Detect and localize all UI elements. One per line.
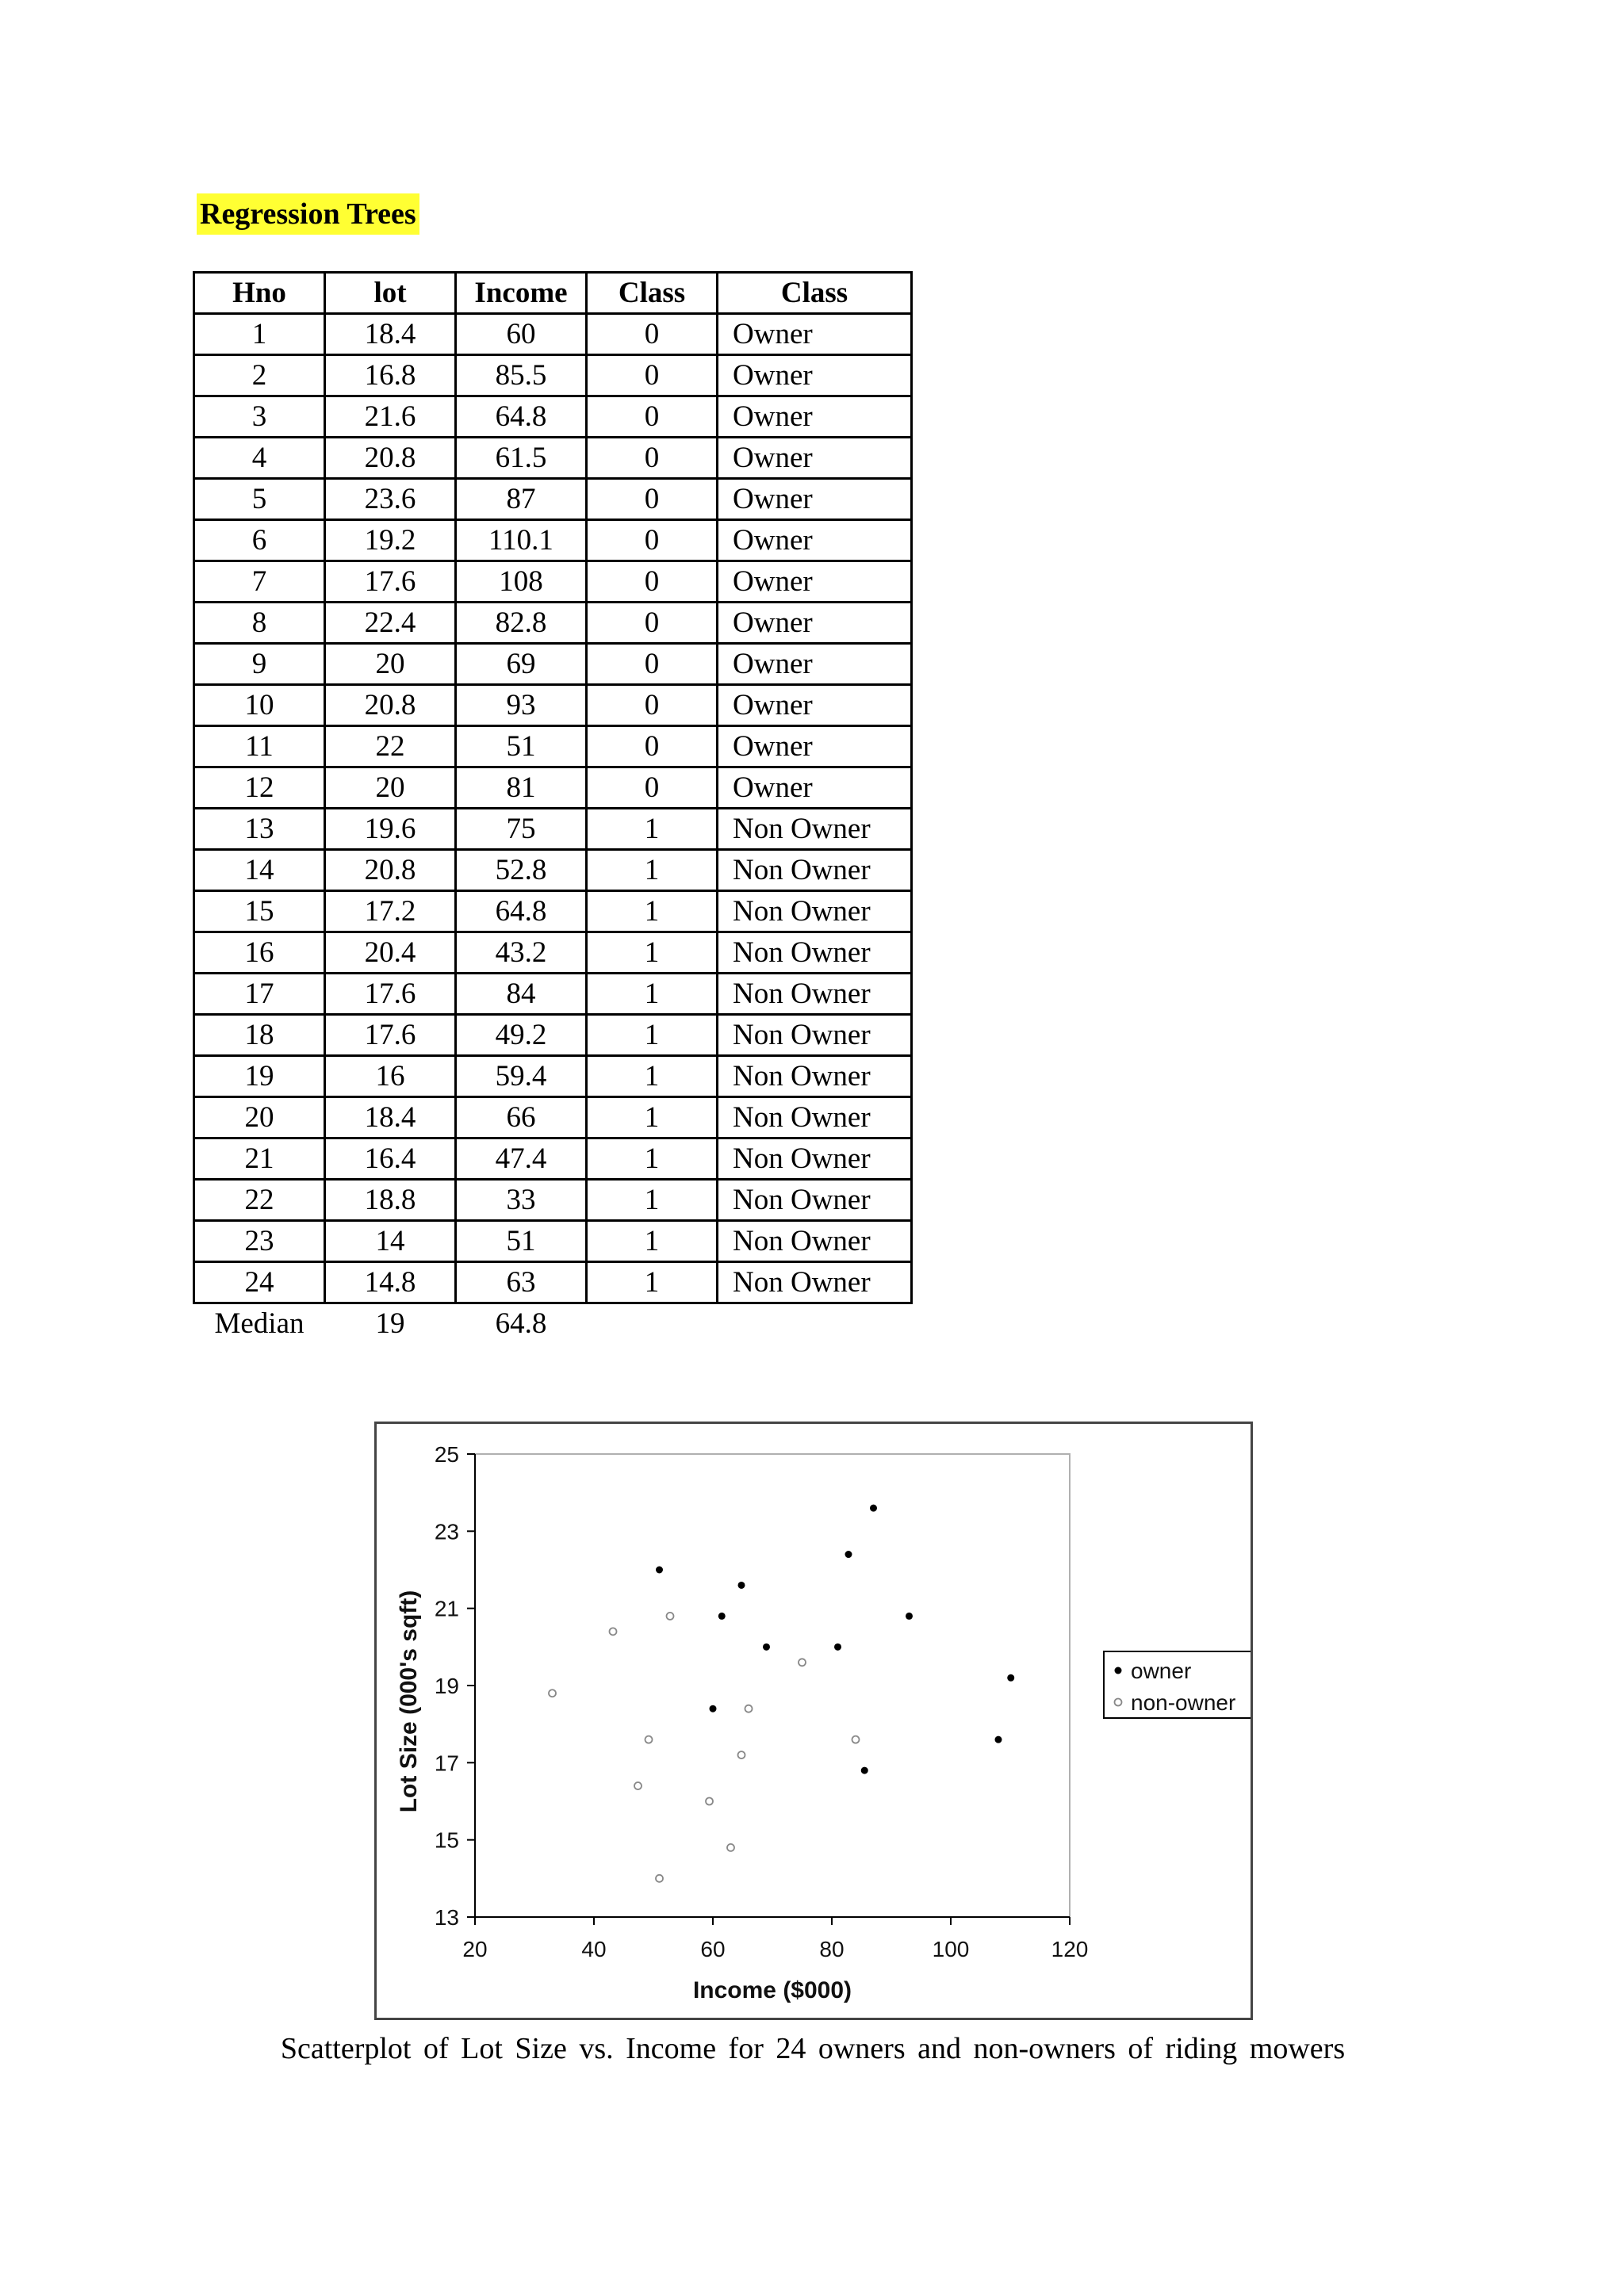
table-row	[194, 809, 912, 850]
cell-income: 85.5	[456, 355, 587, 396]
cell-lot: 17.6	[325, 974, 456, 1015]
cell-class-label: Non Owner	[718, 1138, 912, 1180]
cell-lot: 23.6	[325, 479, 456, 520]
table-row	[194, 1180, 912, 1221]
cell-income: 51	[456, 1221, 587, 1262]
legend-non-owner-marker	[1115, 1699, 1122, 1706]
owner-point	[718, 1613, 726, 1620]
cell-lot: 19.6	[325, 809, 456, 850]
data-table	[193, 271, 913, 1343]
cell-class-label: Non Owner	[718, 1262, 912, 1303]
y-tick-label: 25	[434, 1442, 459, 1467]
cell-class-label: Non Owner	[718, 1180, 912, 1221]
cell-hno: 23	[194, 1221, 325, 1262]
cell-class-label: Owner	[718, 438, 912, 479]
non-owner-point	[634, 1782, 642, 1789]
cell-lot: 22.4	[325, 603, 456, 644]
legend-owner-marker	[1115, 1667, 1122, 1674]
cell-class-code: 0	[587, 644, 718, 685]
header-class-code: Class	[587, 273, 718, 314]
heading: Regression Trees	[197, 193, 419, 235]
cell-class-code: 0	[587, 603, 718, 644]
table-row	[194, 355, 912, 396]
table-row	[194, 1097, 912, 1138]
cell-hno: 2	[194, 355, 325, 396]
x-axis-label: Income ($000)	[692, 1977, 852, 2003]
cell-class-label: Owner	[718, 396, 912, 438]
cell-class-code: 1	[587, 1221, 718, 1262]
cell-hno: 16	[194, 932, 325, 974]
median-class-code	[587, 1303, 718, 1344]
cell-class-code: 1	[587, 850, 718, 891]
table-row	[194, 1056, 912, 1097]
cell-lot: 18.8	[325, 1180, 456, 1221]
cell-class-code: 0	[587, 355, 718, 396]
cell-hno: 14	[194, 850, 325, 891]
header-lot: lot	[325, 273, 456, 314]
header-income: Income	[456, 273, 587, 314]
cell-lot: 20.8	[325, 850, 456, 891]
table-header	[194, 273, 912, 314]
cell-lot: 17.6	[325, 561, 456, 603]
cell-income: 43.2	[456, 932, 587, 974]
cell-class-code: 0	[587, 561, 718, 603]
cell-lot: 16.4	[325, 1138, 456, 1180]
cell-class-label: Non Owner	[718, 891, 912, 932]
cell-income: 93	[456, 685, 587, 726]
cell-class-label: Non Owner	[718, 974, 912, 1015]
cell-income: 52.8	[456, 850, 587, 891]
legend-label: owner	[1131, 1659, 1192, 1683]
cell-income: 51	[456, 726, 587, 767]
cell-hno: 22	[194, 1180, 325, 1221]
cell-hno: 24	[194, 1262, 325, 1303]
cell-income: 61.5	[456, 438, 587, 479]
cell-hno: 12	[194, 767, 325, 809]
cell-class-label: Owner	[718, 314, 912, 355]
cell-income: 66	[456, 1097, 587, 1138]
non-owner-point	[852, 1736, 860, 1743]
cell-lot: 20.8	[325, 685, 456, 726]
cell-hno: 7	[194, 561, 325, 603]
table-row	[194, 685, 912, 726]
cell-lot: 18.4	[325, 314, 456, 355]
cell-class-code: 1	[587, 1180, 718, 1221]
table-row	[194, 603, 912, 644]
non-owner-point	[727, 1844, 734, 1851]
cell-income: 59.4	[456, 1056, 587, 1097]
non-owner-point	[667, 1613, 674, 1620]
cell-income: 47.4	[456, 1138, 587, 1180]
cell-hno: 10	[194, 685, 325, 726]
cell-income: 49.2	[456, 1015, 587, 1056]
cell-class-label: Owner	[718, 726, 912, 767]
cell-class-label: Owner	[718, 603, 912, 644]
table-row	[194, 644, 912, 685]
cell-lot: 22	[325, 726, 456, 767]
median-income: 64.8	[495, 1307, 547, 1340]
cell-class-label: Non Owner	[718, 809, 912, 850]
table-row	[194, 396, 912, 438]
cell-hno: 17	[194, 974, 325, 1015]
cell-hno: 3	[194, 396, 325, 438]
cell-class-code: 1	[587, 1262, 718, 1303]
cell-lot: 18.4	[325, 1097, 456, 1138]
cell-lot: 17.6	[325, 1015, 456, 1056]
x-tick-label: 20	[462, 1937, 488, 1961]
cell-class-code: 0	[587, 520, 718, 561]
cell-hno: 5	[194, 479, 325, 520]
cell-income: 33	[456, 1180, 587, 1221]
cell-lot: 16.8	[325, 355, 456, 396]
cell-income: 82.8	[456, 603, 587, 644]
table-row	[194, 850, 912, 891]
scatterplot-figure	[374, 1422, 1253, 2020]
cell-hno: 18	[194, 1015, 325, 1056]
non-owner-point	[549, 1689, 556, 1697]
cell-lot: 21.6	[325, 396, 456, 438]
cell-lot: 20.8	[325, 438, 456, 479]
cell-class-code: 0	[587, 726, 718, 767]
non-owner-point	[656, 1875, 663, 1882]
cell-income: 64.8	[456, 891, 587, 932]
cell-hno: 11	[194, 726, 325, 767]
cell-hno: 4	[194, 438, 325, 479]
cell-hno: 9	[194, 644, 325, 685]
cell-hno: 6	[194, 520, 325, 561]
owner-point	[995, 1736, 1002, 1743]
owner-point	[845, 1551, 852, 1558]
cell-class-label: Owner	[718, 767, 912, 809]
non-owner-point	[745, 1705, 753, 1712]
cell-lot: 20	[325, 644, 456, 685]
cell-class-label: Owner	[718, 520, 912, 561]
x-tick-label: 40	[581, 1937, 607, 1961]
cell-class-code: 1	[587, 1097, 718, 1138]
y-tick-label: 19	[434, 1674, 459, 1698]
non-owner-point	[738, 1751, 745, 1758]
table-row	[194, 520, 912, 561]
table-row	[194, 1015, 912, 1056]
non-owner-point	[610, 1628, 617, 1635]
non-owner-point	[706, 1798, 713, 1805]
figure-caption: Scatterplot of Lot Size vs. Income for 24 owners and non-owners of riding mowers	[280, 2032, 1346, 2065]
non-owner-point	[799, 1659, 806, 1666]
cell-class-code: 1	[587, 1138, 718, 1180]
table-row	[194, 314, 912, 355]
table-row	[194, 932, 912, 974]
cell-class-label: Owner	[718, 561, 912, 603]
cell-class-label: Non Owner	[718, 1056, 912, 1097]
header-hno: Hno	[194, 273, 325, 314]
header-class-label: Class	[718, 273, 912, 314]
cell-hno: 8	[194, 603, 325, 644]
cell-lot: 17.2	[325, 891, 456, 932]
table-row	[194, 726, 912, 767]
cell-hno: 21	[194, 1138, 325, 1180]
cell-class-code: 0	[587, 438, 718, 479]
owner-point	[870, 1505, 877, 1512]
median-hno: Median	[214, 1307, 304, 1340]
cell-class-label: Non Owner	[718, 1221, 912, 1262]
cell-hno: 19	[194, 1056, 325, 1097]
cell-hno: 13	[194, 809, 325, 850]
cell-class-label: Owner	[718, 479, 912, 520]
table-row	[194, 1138, 912, 1180]
cell-income: 84	[456, 974, 587, 1015]
non-owner-point	[645, 1736, 653, 1743]
cell-class-label: Owner	[718, 355, 912, 396]
cell-class-code: 1	[587, 932, 718, 974]
cell-class-code: 0	[587, 396, 718, 438]
cell-class-label: Non Owner	[718, 1097, 912, 1138]
table-body	[194, 314, 912, 1344]
cell-income: 75	[456, 809, 587, 850]
table-row	[194, 1221, 912, 1262]
cell-class-label: Non Owner	[718, 1015, 912, 1056]
median-row	[194, 1303, 912, 1344]
owner-point	[834, 1644, 841, 1651]
cell-class-label: Non Owner	[718, 850, 912, 891]
table-row	[194, 1262, 912, 1303]
y-axis-label: Lot Size (000's sqft)	[396, 1590, 422, 1813]
scatterplot	[377, 1424, 1251, 2018]
cell-class-code: 0	[587, 314, 718, 355]
owner-point	[738, 1582, 745, 1589]
table-row	[194, 561, 912, 603]
cell-class-code: 1	[587, 891, 718, 932]
cell-class-label: Owner	[718, 644, 912, 685]
table-row	[194, 891, 912, 932]
x-tick-label: 100	[932, 1937, 970, 1961]
cell-income: 60	[456, 314, 587, 355]
cell-hno: 15	[194, 891, 325, 932]
owner-point	[710, 1705, 717, 1712]
cell-class-code: 1	[587, 974, 718, 1015]
y-tick-label: 23	[434, 1519, 459, 1544]
owner-point	[861, 1767, 868, 1774]
cell-class-code: 0	[587, 685, 718, 726]
cell-class-code: 0	[587, 479, 718, 520]
y-tick-label: 21	[434, 1596, 459, 1621]
legend-label: non-owner	[1131, 1690, 1236, 1715]
cell-lot: 14	[325, 1221, 456, 1262]
cell-income: 110.1	[456, 520, 587, 561]
cell-lot: 16	[325, 1056, 456, 1097]
cell-income: 64.8	[456, 396, 587, 438]
cell-hno: 1	[194, 314, 325, 355]
owner-point	[906, 1613, 913, 1620]
cell-class-label: Owner	[718, 685, 912, 726]
cell-lot: 20.4	[325, 932, 456, 974]
table-row	[194, 767, 912, 809]
cell-class-code: 1	[587, 809, 718, 850]
median-class-label	[718, 1303, 912, 1344]
cell-class-code: 0	[587, 767, 718, 809]
cell-hno: 20	[194, 1097, 325, 1138]
owner-point	[763, 1644, 770, 1651]
x-tick-label: 80	[819, 1937, 845, 1961]
median-lot: 19	[375, 1307, 405, 1340]
cell-class-code: 1	[587, 1015, 718, 1056]
cell-class-code: 1	[587, 1056, 718, 1097]
table-row	[194, 479, 912, 520]
y-tick-label: 15	[434, 1827, 459, 1853]
cell-income: 108	[456, 561, 587, 603]
cell-lot: 19.2	[325, 520, 456, 561]
y-tick-label: 13	[434, 1905, 459, 1930]
cell-lot: 14.8	[325, 1262, 456, 1303]
owner-point	[1007, 1674, 1014, 1682]
x-tick-label: 120	[1051, 1937, 1089, 1961]
cell-lot: 20	[325, 767, 456, 809]
cell-class-label: Non Owner	[718, 932, 912, 974]
y-tick-label: 17	[434, 1751, 459, 1776]
cell-income: 69	[456, 644, 587, 685]
cell-income: 63	[456, 1262, 587, 1303]
cell-income: 87	[456, 479, 587, 520]
table-row	[194, 974, 912, 1015]
plot-area	[475, 1454, 1070, 1917]
owner-point	[656, 1567, 663, 1574]
x-tick-label: 60	[700, 1937, 726, 1961]
table-row	[194, 438, 912, 479]
cell-income: 81	[456, 767, 587, 809]
